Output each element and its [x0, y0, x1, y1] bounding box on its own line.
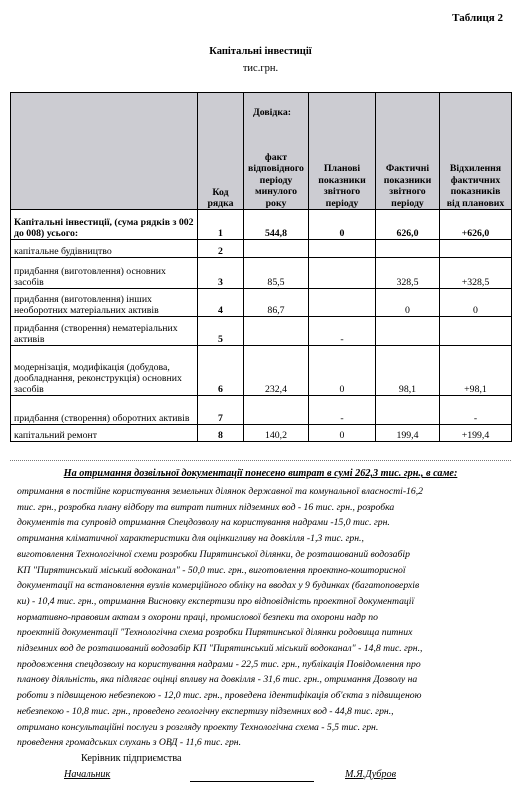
table-title: Капітальні інвестиції [209, 46, 312, 57]
row-code: 8 [198, 425, 244, 442]
table-row [11, 425, 512, 442]
note-line: продовження спецдозволу на користування надрами - 22,5 тис. грн., публікація Повідомлення про [17, 658, 421, 670]
row-fact-prev: 544,8 [244, 210, 309, 240]
row-actual: 626,0 [376, 210, 440, 240]
row-fact-prev: 232,4 [244, 346, 309, 396]
header-planned: Планові показники звітного періоду [309, 93, 376, 210]
row-name: модернізація, модифікація (добудова, дообладнання, реконструкція) основних засобів [11, 346, 198, 396]
note-line: підземних вод де розташований водозабір КП "Пирятинський міський водоканал" - 14,8 тис. грн., [17, 643, 423, 655]
row-actual [376, 240, 440, 258]
row-code: 2 [198, 240, 244, 258]
note-line: КП "Пирятинський міський водоканал" - 50,0 тис. грн., виготовлення проектно-кошторисної [17, 564, 406, 576]
row-deviation: +328,5 [440, 258, 512, 289]
row-planned: 0 [309, 210, 376, 240]
table-row [11, 258, 512, 289]
note-line: роботи з підвищеною небезпекою - 12,0 тис. грн., проведена ідентифікація об'єкта з підвищеною [17, 690, 422, 702]
header-actual: Фактичні показники звітного періоду [376, 93, 440, 210]
row-deviation [440, 317, 512, 346]
row-code: 6 [198, 346, 244, 396]
header-reference [244, 93, 309, 210]
note-line: отримання в постійне користування земельних ділянок державної та комунальної власності-16,2 [17, 486, 424, 497]
row-planned: 0 [309, 346, 376, 396]
header-code: Код рядка [198, 93, 244, 210]
row-name: придбання (створення) оборотних активів [11, 396, 198, 425]
row-name: капітальний ремонт [11, 425, 198, 442]
signature-role: Начальник [64, 769, 111, 780]
table-row [11, 240, 512, 258]
note-heading: На отримання дозвільної документації понесено витрат в сумі 262,3 тис. грн., в саме: [63, 468, 458, 479]
header-fact-prev: факт відповідного періоду минулого року [248, 151, 304, 209]
row-deviation: - [440, 396, 512, 425]
row-actual [376, 317, 440, 346]
dotted-separator [10, 460, 511, 461]
table-row [11, 210, 512, 240]
note-line: планову діяльність, яка підлягає оцінці впливу на довкілля - 31,6 тис. грн., отримання Дозволу на [17, 674, 418, 686]
row-planned [309, 240, 376, 258]
note-line: документів та супровід отримання Спецдозволу на користування надрами -15,0 тис. грн. [17, 517, 390, 529]
row-planned: - [309, 396, 376, 425]
row-code: 4 [198, 289, 244, 317]
note-line: нормативно-правовим актам з охорони праці, промислової безпеки та охорони надр по [17, 611, 378, 623]
note-line: отримано консультаційні послуги з розгляду проекту Технологічна схема - 5,5 тис. грн. [17, 721, 379, 733]
header-deviation: Відхилення фактичних показників від планових [440, 93, 512, 210]
table-label: Таблиця 2 [452, 12, 503, 24]
investments-table [10, 92, 512, 442]
signature-line [190, 781, 314, 782]
row-actual: 0 [376, 289, 440, 317]
row-deviation: +199,4 [440, 425, 512, 442]
row-deviation: 0 [440, 289, 512, 317]
header-reference-title: Довідка: [253, 106, 292, 118]
table-header-row [11, 93, 512, 210]
row-deviation: +98,1 [440, 346, 512, 396]
row-actual: 98,1 [376, 346, 440, 396]
row-actual: 199,4 [376, 425, 440, 442]
row-planned: 0 [309, 425, 376, 442]
header-name-cell [11, 93, 198, 210]
row-name: Капітальні інвестиції, (сума рядків з 002 до 008) усього: [11, 210, 198, 240]
row-fact-prev: 86,7 [244, 289, 309, 317]
row-code: 3 [198, 258, 244, 289]
signature-org: Керівник підприємства [81, 753, 182, 764]
row-planned: - [309, 317, 376, 346]
note-body [17, 484, 517, 751]
row-deviation: +626,0 [440, 210, 512, 240]
units-label: тис.грн. [242, 63, 279, 74]
row-code: 5 [198, 317, 244, 346]
table-row [11, 396, 512, 425]
row-code: 1 [198, 210, 244, 240]
row-name: капітальне будівництво [11, 240, 198, 258]
row-fact-prev [244, 240, 309, 258]
table-row [11, 289, 512, 317]
note-line: виготовлення Технологічної схеми розробки Пирятинської ділянки, де розташований водозабір [17, 548, 410, 560]
row-code: 7 [198, 396, 244, 425]
row-name: придбання (створення) нематеріальних активів [11, 317, 198, 346]
row-planned [309, 258, 376, 289]
row-actual: 328,5 [376, 258, 440, 289]
row-actual [376, 396, 440, 425]
note-line: ки) - 10,4 тис. грн., отримання Висновку експертизи про відповідність проектної документації [17, 595, 415, 607]
row-fact-prev [244, 396, 309, 425]
row-name: придбання (виготовлення) основних засобів [11, 258, 198, 289]
signature-name: М.Я.Дубров [345, 769, 397, 780]
note-line: небезпекою - 10,8 тис. грн., проведено геологічну експертизу підземних вод - 44,8 тис. грн., [17, 705, 394, 717]
note-line: отримання кліматичної характеристики для оцінкигливу на довкілля -1,3 тис. грн., [17, 533, 364, 545]
note-line: документації на встановлення вузлів комерційного обліку на вводах у 9 будинках (багатоповерхів [17, 580, 420, 592]
table-row [11, 317, 512, 346]
note-line: проектній документації "Технологічна схема розробки Пирятинської ділянки родовища питних [17, 627, 413, 639]
row-fact-prev: 140,2 [244, 425, 309, 442]
table-row [11, 346, 512, 396]
row-name: придбання (виготовлення) інших необоротних матеріальних активів [11, 289, 198, 317]
note-line: проведення громадських слухань з ОВД - 11,6 тис. грн. [17, 737, 242, 749]
row-fact-prev: 85,5 [244, 258, 309, 289]
row-fact-prev [244, 317, 309, 346]
row-deviation [440, 240, 512, 258]
row-planned [309, 289, 376, 317]
note-line: тис. грн., розробка плану відбору та витрат питних підземних вод - 16 тис. грн., розробка [17, 501, 395, 513]
